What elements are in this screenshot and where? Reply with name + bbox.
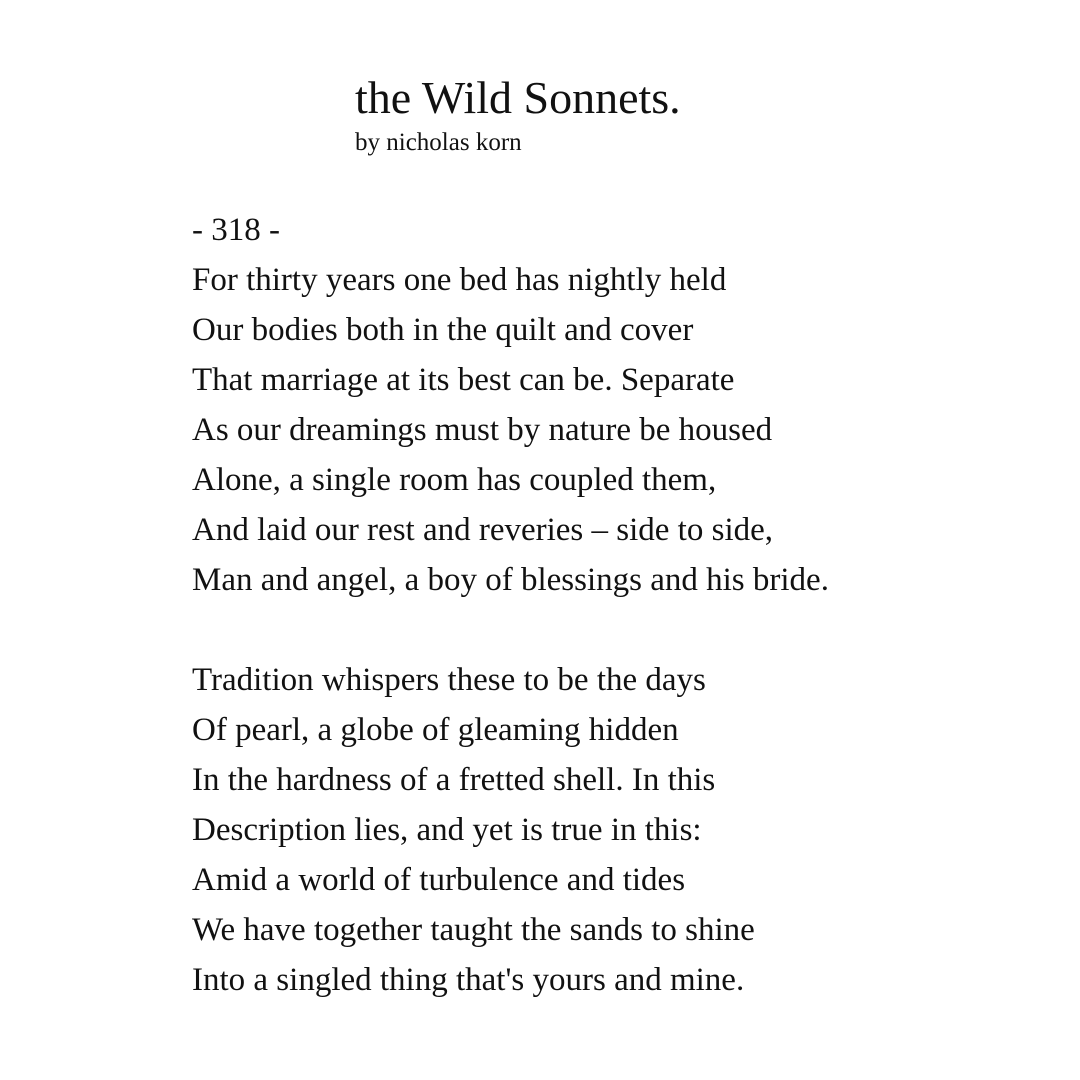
poem-line: Alone, a single room has coupled them,	[192, 462, 717, 498]
poem-line: As our dreamings must by nature be housed	[192, 412, 773, 448]
poem-line: And laid our rest and reveries – side to side,	[192, 512, 774, 548]
stanza-2	[192, 655, 829, 1005]
poem-line: In the hardness of a fretted shell. In this	[192, 762, 716, 798]
poem-number: - 318 -	[192, 212, 280, 248]
stanza-1	[192, 255, 829, 605]
poem-line: Our bodies both in the quilt and cover	[192, 312, 694, 348]
poem-line: For thirty years one bed has nightly held	[192, 262, 727, 298]
header	[355, 70, 681, 158]
poem-line: Of pearl, a globe of gleaming hidden	[192, 712, 679, 748]
poem-line: Amid a world of turbulence and tides	[192, 862, 686, 898]
poem-line: We have together taught the sands to shine	[192, 912, 755, 948]
page-title: the Wild Sonnets.	[355, 72, 681, 123]
stanza-divider	[192, 605, 829, 655]
author-byline: by nicholas korn	[355, 129, 522, 156]
poem-line: Into a singled thing that's yours and mine.	[192, 962, 745, 998]
poem-line: Tradition whispers these to be the days	[192, 662, 706, 698]
poem-line: Description lies, and yet is true in this:	[192, 812, 702, 848]
poem-line: That marriage at its best can be. Separate	[192, 362, 735, 398]
poem-body	[192, 205, 829, 1005]
poem-line: Man and angel, a boy of blessings and his bride.	[192, 562, 829, 598]
